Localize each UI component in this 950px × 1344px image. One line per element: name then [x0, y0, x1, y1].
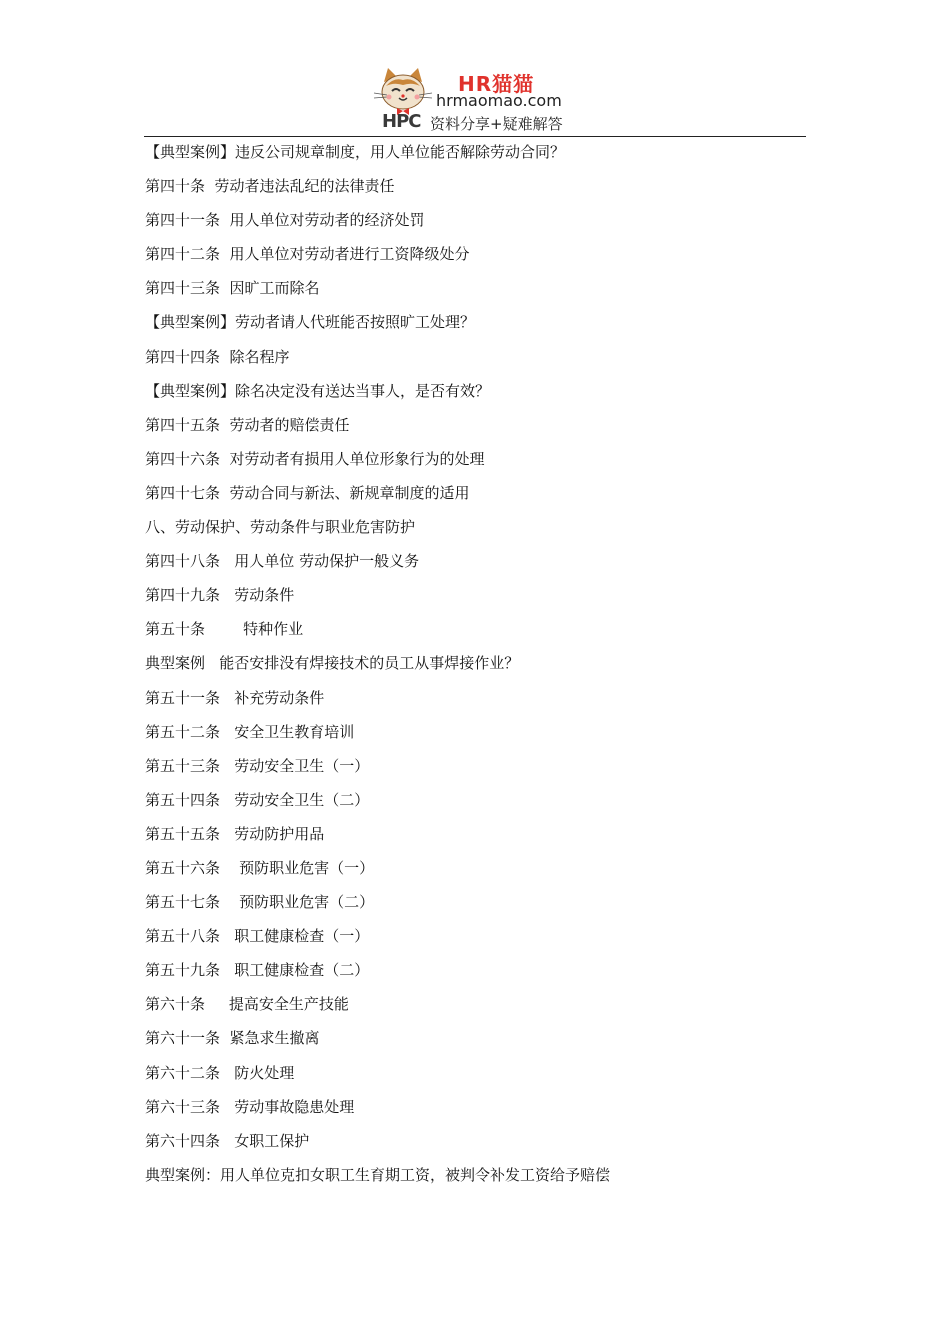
toc-line: 第五十六条 预防职业危害（一）	[145, 858, 375, 877]
toc-line: 典型案例：用人单位克扣女职工生育期工资，被判令补发工资给予赔偿	[145, 1165, 611, 1184]
toc-line: 第四十六条 对劳动者有损用人单位形象行为的处理	[145, 449, 485, 468]
toc-line: 【典型案例】除名决定没有送达当事人，是否有效？	[145, 381, 491, 400]
toc-line: 典型案例 能否安排没有焊接技术的员工从事焊接作业？	[145, 654, 520, 673]
toc-line: 第六十二条 防火处理	[145, 1063, 295, 1082]
toc-line: 第五十二条 安全卫生教育培训	[145, 722, 355, 741]
toc-list	[145, 139, 825, 1196]
site-domain: hrmaomao.com	[436, 91, 562, 110]
toc-line: 第六十一条 紧急求生撤离	[145, 1029, 320, 1048]
toc-line: 第五十三条 劳动安全卫生（一）	[145, 756, 370, 775]
page-header	[0, 0, 950, 140]
toc-line: 第五十七条 预防职业危害（二）	[145, 893, 375, 912]
toc-line: 八、劳动保护、劳动条件与职业危害防护	[145, 518, 416, 537]
toc-line: 第五十条 特种作业	[145, 620, 304, 639]
header-divider	[144, 136, 806, 137]
toc-line: 第五十四条 劳动安全卫生（二）	[145, 790, 370, 809]
toc-line: 第五十八条 职工健康检查（一）	[145, 927, 370, 946]
toc-line: 第四十条 劳动者违法乱纪的法律责任	[145, 177, 395, 196]
toc-line: 第四十九条 劳动条件	[145, 586, 295, 605]
toc-line: 第四十二条 用人单位对劳动者进行工资降级处分	[145, 245, 470, 264]
toc-line: 【典型案例】违反公司规章制度，用人单位能否解除劳动合同？	[145, 143, 566, 161]
toc-line: 第五十九条 职工健康检查（二）	[145, 961, 370, 980]
toc-line: 【典型案例】劳动者请人代班能否按照旷工处理？	[145, 313, 476, 332]
brand-name: HR猫猫	[458, 72, 535, 96]
toc-line: 第四十八条 用人单位 劳动保护一般义务	[145, 552, 420, 571]
toc-line: 第五十五条 劳动防护用品	[145, 824, 325, 843]
logo-text: HPC	[382, 111, 421, 132]
toc-line: 第四十三条 因旷工而除名	[145, 279, 320, 298]
site-tagline: 资料分享+疑难解答	[430, 115, 563, 133]
toc-line: 第四十四条 除名程序	[145, 347, 290, 366]
toc-line: 第六十三条 劳动事故隐患处理	[145, 1097, 355, 1116]
toc-line: 第四十七条 劳动合同与新法、新规章制度的适用	[145, 483, 470, 502]
toc-line: 第六十四条 女职工保护	[145, 1131, 310, 1150]
toc-line: 第四十五条 劳动者的赔偿责任	[145, 415, 350, 434]
toc-line: 第四十一条 用人单位对劳动者的经济处罚	[145, 211, 425, 230]
toc-line: 第五十一条 补充劳动条件	[145, 688, 325, 707]
toc-line: 第六十条 提高安全生产技能	[145, 995, 349, 1014]
